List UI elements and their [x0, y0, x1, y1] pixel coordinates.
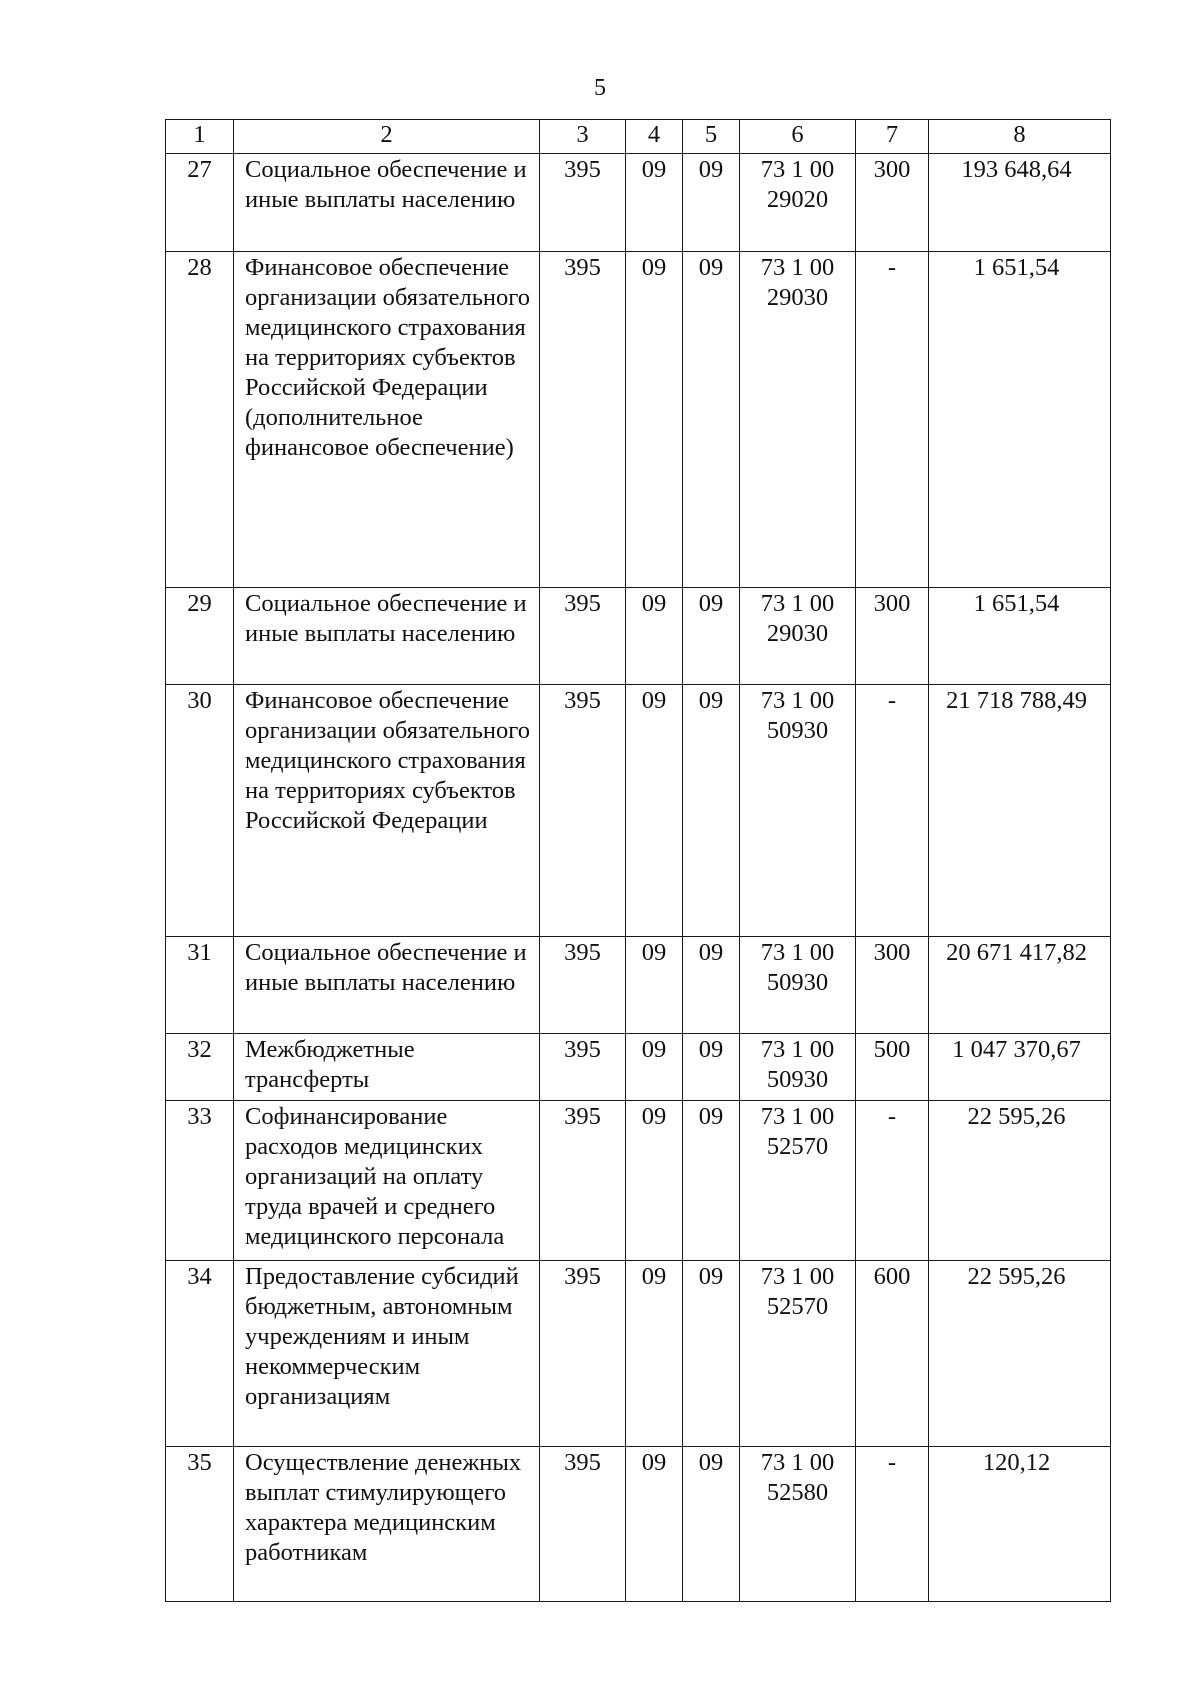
cell-col5: 09	[683, 1447, 740, 1602]
row-name: Социальное обеспечение и иные выплаты населению	[234, 937, 540, 1034]
row-number: 32	[166, 1034, 234, 1101]
cell-col4: 09	[626, 937, 683, 1034]
cell-col6: 73 1 00 52570	[740, 1261, 856, 1447]
cell-amount: 1 651,54	[929, 588, 1111, 685]
column-header: 2	[234, 120, 540, 154]
row-number: 33	[166, 1101, 234, 1261]
cell-col7: -	[856, 1101, 929, 1261]
cell-col3: 395	[540, 1261, 626, 1447]
cell-col4: 09	[626, 588, 683, 685]
table-row	[166, 937, 1111, 1034]
cell-col6: 73 1 00 50930	[740, 1034, 856, 1101]
table-row	[166, 1447, 1111, 1602]
table-row	[166, 252, 1111, 588]
cell-col5: 09	[683, 685, 740, 937]
cell-amount: 1 047 370,67	[929, 1034, 1111, 1101]
row-name: Предоставление субсидий бюджетным, автономным учреждениям и иным некоммерческим организациям	[234, 1261, 540, 1447]
cell-col5: 09	[683, 588, 740, 685]
row-name: Финансовое обеспечение организации обязательного медицинского страхования на территориях субъектов Российской Федерации	[234, 685, 540, 937]
row-number: 30	[166, 685, 234, 937]
cell-amount: 120,12	[929, 1447, 1111, 1602]
cell-col3: 395	[540, 1447, 626, 1602]
cell-amount: 1 651,54	[929, 252, 1111, 588]
row-name: Софинансирование расходов медицинских организаций на оплату труда врачей и среднего медицинского персонала	[234, 1101, 540, 1261]
row-name: Социальное обеспечение и иные выплаты населению	[234, 588, 540, 685]
cell-amount: 193 648,64	[929, 154, 1111, 252]
row-number: 28	[166, 252, 234, 588]
column-header: 7	[856, 120, 929, 154]
row-name: Осуществление денежных выплат стимулирующего характера медицинским работникам	[234, 1447, 540, 1602]
table-row	[166, 154, 1111, 252]
cell-col3: 395	[540, 252, 626, 588]
cell-col4: 09	[626, 685, 683, 937]
cell-col4: 09	[626, 252, 683, 588]
cell-col4: 09	[626, 1034, 683, 1101]
cell-col3: 395	[540, 1034, 626, 1101]
cell-col6: 73 1 00 29020	[740, 154, 856, 252]
cell-col4: 09	[626, 154, 683, 252]
cell-col3: 395	[540, 588, 626, 685]
cell-col6: 73 1 00 50930	[740, 937, 856, 1034]
cell-col6: 73 1 00 29030	[740, 588, 856, 685]
cell-col5: 09	[683, 1034, 740, 1101]
row-number: 34	[166, 1261, 234, 1447]
cell-col7: 300	[856, 154, 929, 252]
cell-col7: -	[856, 685, 929, 937]
cell-col7: -	[856, 252, 929, 588]
table-row	[166, 1261, 1111, 1447]
cell-amount: 22 595,26	[929, 1101, 1111, 1261]
cell-col5: 09	[683, 252, 740, 588]
header-row	[166, 120, 1111, 154]
column-header: 6	[740, 120, 856, 154]
cell-amount: 22 595,26	[929, 1261, 1111, 1447]
table-row	[166, 588, 1111, 685]
row-number: 31	[166, 937, 234, 1034]
cell-col6: 73 1 00 50930	[740, 685, 856, 937]
cell-col4: 09	[626, 1261, 683, 1447]
column-header: 3	[540, 120, 626, 154]
page-number: 5	[594, 75, 606, 101]
row-name: Финансовое обеспечение организации обязательного медицинского страхования на территориях субъектов Российской Федерации (дополнительное финансовое обеспечение)	[234, 252, 540, 588]
cell-col4: 09	[626, 1447, 683, 1602]
cell-col4: 09	[626, 1101, 683, 1261]
column-header: 8	[929, 120, 1111, 154]
cell-col5: 09	[683, 1101, 740, 1261]
cell-col3: 395	[540, 685, 626, 937]
row-number: 27	[166, 154, 234, 252]
cell-col7: 300	[856, 588, 929, 685]
table-row	[166, 685, 1111, 937]
cell-col6: 73 1 00 52580	[740, 1447, 856, 1602]
cell-col5: 09	[683, 937, 740, 1034]
column-header: 1	[166, 120, 234, 154]
row-name: Межбюджетные трансферты	[234, 1034, 540, 1101]
column-header: 4	[626, 120, 683, 154]
column-header: 5	[683, 120, 740, 154]
cell-col3: 395	[540, 1101, 626, 1261]
table-row	[166, 1101, 1111, 1261]
cell-col5: 09	[683, 1261, 740, 1447]
table-row	[166, 1034, 1111, 1101]
cell-col7: 500	[856, 1034, 929, 1101]
row-number: 35	[166, 1447, 234, 1602]
cell-col7: 600	[856, 1261, 929, 1447]
cell-col5: 09	[683, 154, 740, 252]
cell-col7: -	[856, 1447, 929, 1602]
cell-col3: 395	[540, 154, 626, 252]
cell-col6: 73 1 00 29030	[740, 252, 856, 588]
cell-col6: 73 1 00 52570	[740, 1101, 856, 1261]
cell-col7: 300	[856, 937, 929, 1034]
cell-amount: 20 671 417,82	[929, 937, 1111, 1034]
budget-table	[165, 119, 1111, 1602]
row-number: 29	[166, 588, 234, 685]
cell-col3: 395	[540, 937, 626, 1034]
row-name: Социальное обеспечение и иные выплаты населению	[234, 154, 540, 252]
cell-amount: 21 718 788,49	[929, 685, 1111, 937]
